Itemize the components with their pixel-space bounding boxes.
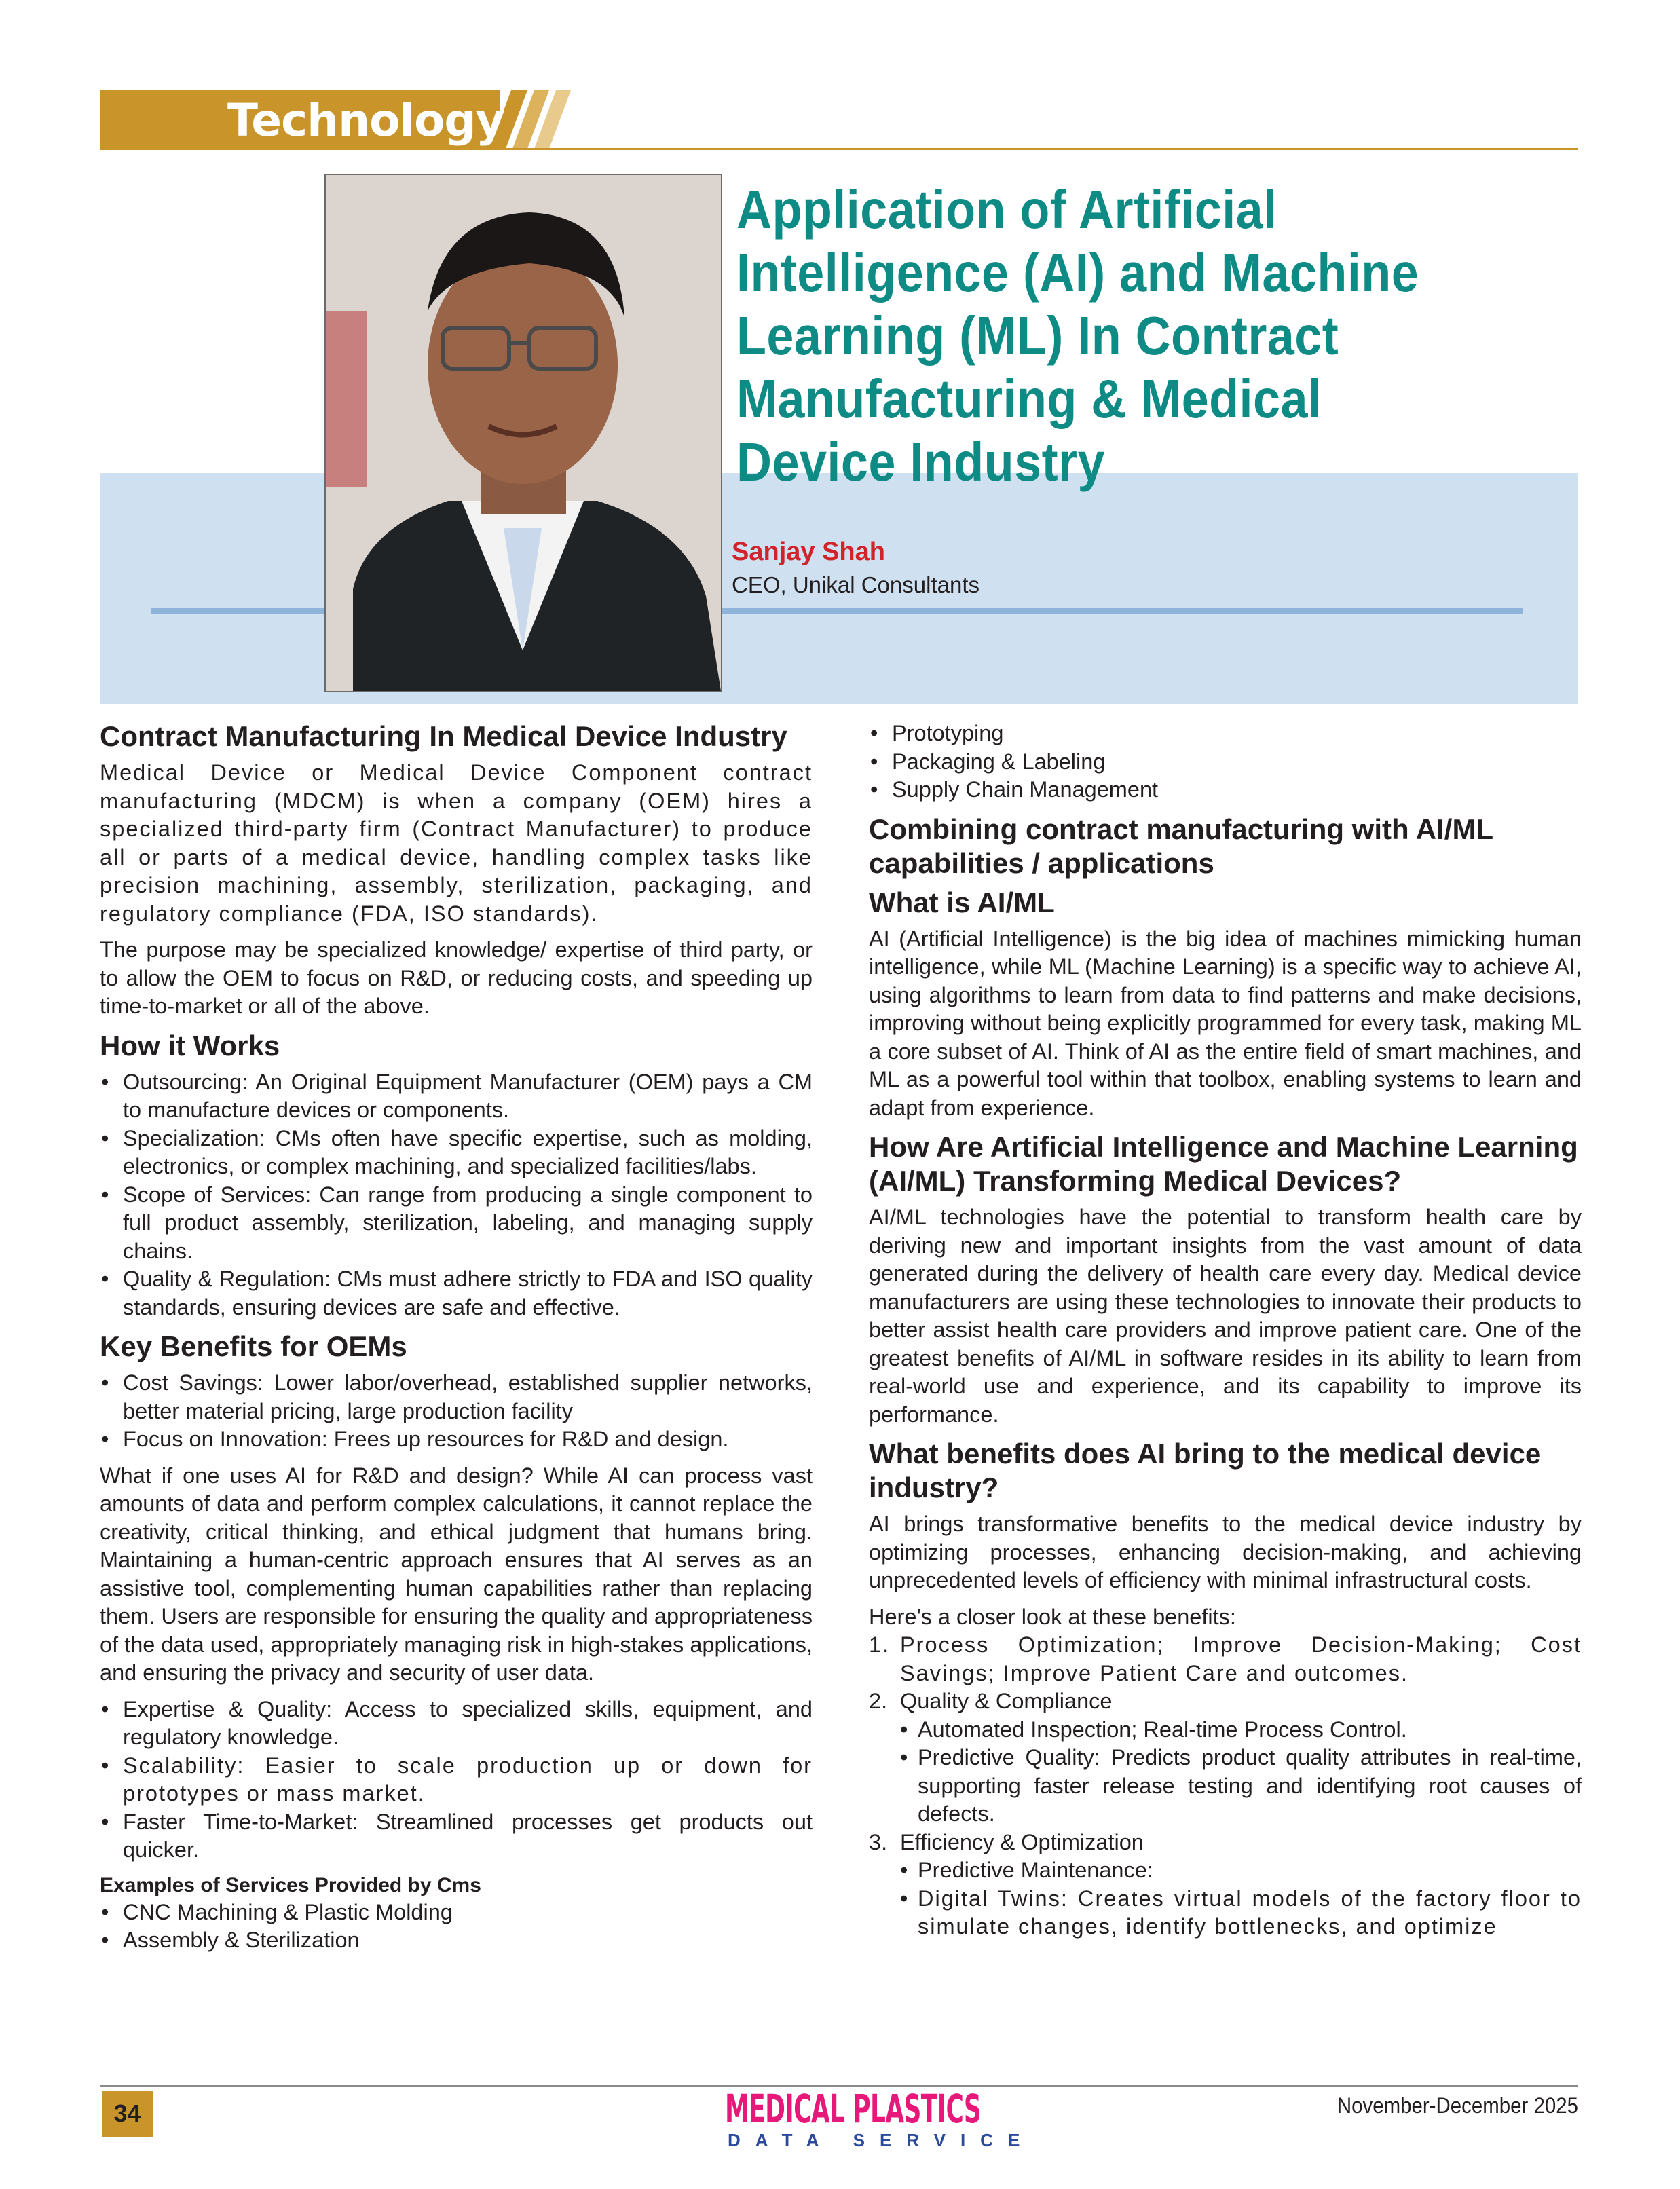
page-number: 34: [102, 2091, 153, 2137]
paragraph: AI (Artificial Intelligence) is the big idea of machines mimicking human intelligence, while ML (Machine Learning) is a specific way to achieve AI, using algorithms to learn from data to find patterns and make decisions, improving without being explicitly programmed for every task, making ML a core subset of AI. Think of AI as the entire field of smart machines, and ML as a powerful tool within that toolbox, enabling systems to learn and adapt from experience.: [869, 926, 1582, 1120]
author-role: CEO, Unikal Consultants: [732, 572, 979, 597]
sub-list: [900, 1856, 1582, 1941]
heading-transforming: How Are Artificial Intelligence and Machine Learning (AI/ML) Transforming Medical Devices?: [869, 1131, 1578, 1197]
right-column: [869, 719, 1582, 1949]
how-it-works-list: [100, 1068, 813, 1322]
heading-combining: Combining contract manufacturing with AI/ML capabilities / applications: [869, 812, 1493, 879]
benefits-list: [100, 1369, 813, 1454]
sub-list-item: • Predictive Maintenance:: [900, 1858, 1153, 1882]
more-benefits-list: [100, 1696, 813, 1865]
sub-list: [900, 1716, 1582, 1829]
publication-logo-subtitle: DATA SERVICE: [728, 2130, 1035, 2150]
author-portrait: [324, 174, 722, 692]
list-item: • Assembly & Sterilization: [101, 1928, 360, 1952]
heading-key-benefits: Key Benefits for OEMs: [100, 1330, 407, 1362]
list-item: • Scope of Services: Can range from producing a single component to full product assembly, sterilization, labeling, and managing supply chains.: [101, 1182, 813, 1263]
heading-benefits: What benefits does AI bring to the medical device industry?: [869, 1438, 1542, 1503]
paragraph: Here's a closer look at these benefits:: [869, 1604, 1236, 1629]
heading-services-examples: Examples of Services Provided by Cms: [100, 1873, 481, 1896]
section-label: Technology: [227, 94, 504, 147]
list-item: 2. Quality & Compliance • Automated Inspection; Real-time Process Control. • Predictive Quality: Predicts product quality attributes in real-time, supporting faster release testing and identifying root causes of defects.: [869, 1687, 1582, 1829]
list-item: • Specialization: CMs often have specific expertise, such as molding, electronics, or complex machining, and specialized facilities/labs.: [101, 1125, 813, 1178]
heading-how-it-works: How it Works: [100, 1029, 280, 1062]
list-item: • Cost Savings: Lower labor/overhead, established supplier networks, better material pricing, large production facility: [101, 1370, 813, 1423]
services-list: [100, 1898, 813, 1955]
article-title: Application of Artificial Intelligence (AI) and Machine Learning (ML) In Contract Manufacturing & Medical Device Industry: [736, 179, 1419, 492]
list-item: • CNC Machining & Plastic Molding: [101, 1899, 453, 1924]
sub-list-item: • Automated Inspection; Real-time Process Control.: [900, 1717, 1407, 1742]
issue-date: November-December 2025: [1337, 2093, 1578, 2118]
list-item: • Outsourcing: An Original Equipment Manufacturer (OEM) pays a CM to manufacture devices or components.: [101, 1069, 813, 1122]
paragraph: The purpose may be specialized knowledge/ expertise of third party, or to allow the OEM to focus on R&D, or reducing costs, and speeding up time-to-market or all of the above.: [100, 937, 813, 1018]
paragraph: Medical Device or Medical Device Component contract manufacturing (MDCM) is when a company (OEM) hires a specialized third-party firm (Contract Manufacturer) to produce all or parts of a medical device, handling complex tasks like precision machining, assembly, sterilization, packaging, and regulatory compliance (FDA, ISO standards).: [100, 760, 813, 926]
author-name: Sanjay Shah: [732, 538, 885, 566]
left-column: [100, 719, 813, 1963]
list-item: • Prototyping: [870, 721, 1004, 745]
list-item: • Focus on Innovation: Frees up resources for R&D and design.: [101, 1427, 729, 1451]
list-item: • Quality & Regulation: CMs must adhere strictly to FDA and ISO quality standards, ensuring devices are safe and effective.: [101, 1267, 813, 1320]
list-item: • Faster Time-to-Market: Streamlined processes get products out quicker.: [101, 1809, 813, 1862]
publication-logo: MEDICAL PLASTICS: [725, 2086, 982, 2132]
sub-list-item: • Digital Twins: Creates virtual models of the factory floor to simulate changes, identify bottlenecks, and optimize: [900, 1886, 1582, 1939]
list-item: 3. Efficiency & Optimization • Predictive Maintenance: • Digital Twins: Creates virtual models of the factory floor to simulate changes, identify bottlenecks, and optimize: [869, 1829, 1582, 1941]
services-list-continued: [869, 719, 1582, 804]
sub-list-item: • Predictive Quality: Predicts product quality attributes in real-time, supporting faster release testing and identifying root causes of defects.: [900, 1745, 1582, 1826]
benefits-numbered-list: [869, 1631, 1582, 1941]
list-item: • Expertise & Quality: Access to specialized skills, equipment, and regulatory knowledge.: [101, 1696, 813, 1749]
paragraph: AI/ML technologies have the potential to transform health care by deriving new and important insights from the vast amount of data generated during the delivery of health care every day. Medical device manufacturers are using these technologies to innovate their products to better assist health care providers and improve patient care. One of the greatest benefits of AI/ML in software resides in its ability to learn from real-world use and experience, and its capability to improve its performance.: [869, 1205, 1582, 1427]
paragraph: AI brings transformative benefits to the medical device industry by optimizing processes, enhancing decision-making, and achieving unprecedented levels of efficiency with minimal infrastructural costs.: [869, 1512, 1582, 1592]
section-stripes: [492, 90, 594, 149]
heading-what-is-aiml: What is AI/ML: [869, 886, 1055, 918]
list-item: • Scalability: Easier to scale production up or down for prototypes or mass market.: [101, 1753, 813, 1806]
heading-contract-manufacturing: Contract Manufacturing In Medical Device Industry: [100, 720, 787, 752]
list-item: 1. Process Optimization; Improve Decision-Making; Cost Savings; Improve Patient Care and outcomes.: [869, 1632, 1582, 1685]
list-item: • Supply Chain Management: [870, 777, 1159, 802]
section-rule: [100, 148, 1578, 150]
list-item: • Packaging & Labeling: [870, 749, 1106, 774]
paragraph: What if one uses AI for R&D and design? While AI can process vast amounts of data and perform complex calculations, it cannot replace the creativity, critical thinking, and ethical judgment that humans bring. Maintaining a human-centric approach ensures that AI serves as an assistive tool, complementing human capabilities rather than replacing them. Users are responsible for ensuring the quality and appropriateness of the data used, appropriately managing risk in high-stakes applications, and ensuring the privacy and security of user data.: [100, 1463, 813, 1685]
